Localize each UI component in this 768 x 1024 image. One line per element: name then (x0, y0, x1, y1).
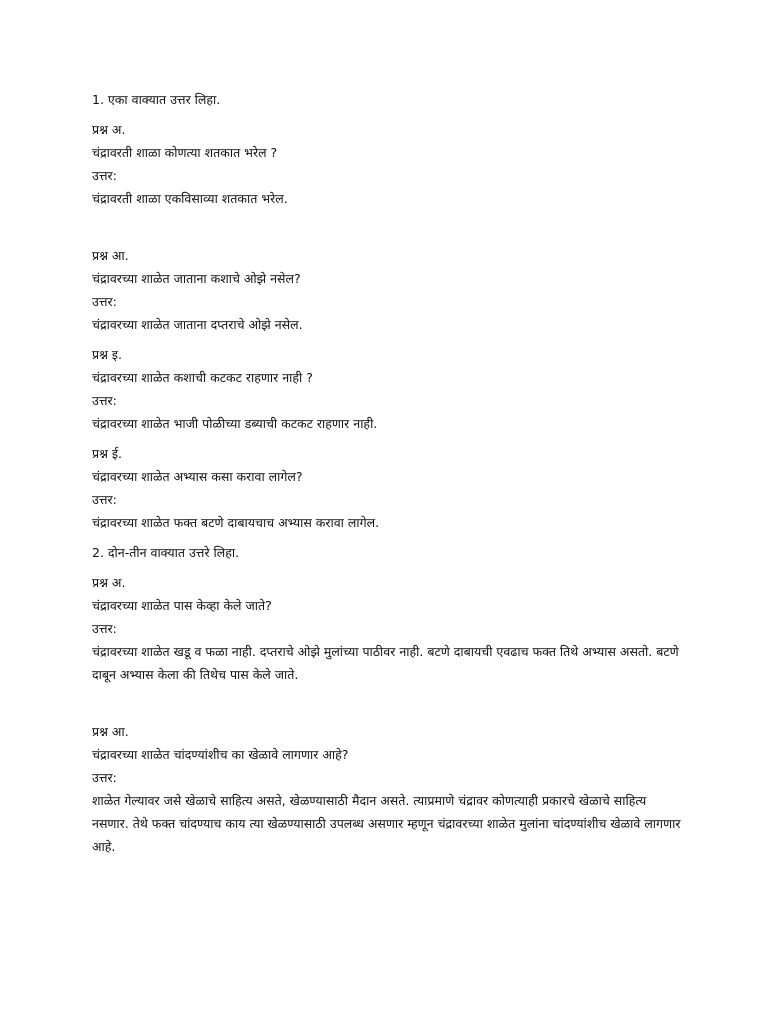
question-block-1aa (92, 244, 692, 336)
answer-label: उत्तर: (92, 770, 117, 785)
question-text: चंद्रावरच्या शाळेत चांदण्यांशीच का खेळावे लागणार आहे? (92, 747, 349, 762)
answer-label: उत्तर: (92, 294, 117, 309)
question-label: प्रश्न आ. (92, 248, 129, 263)
section-2-heading: 2. दोन-तीन वाक्यात उत्तरे लिहा. (92, 545, 240, 560)
question-text: चंद्रावरती शाळा कोणत्या शतकात भरेल ? (92, 145, 278, 160)
answer-text: चंद्रावरती शाळा एकविसाव्या शतकात भरेल. (92, 191, 288, 206)
document-page (92, 88, 692, 858)
question-text: चंद्रावरच्या शाळेत अभ्यास कसा करावा लागेल? (92, 469, 303, 484)
question-label: प्रश्न इ. (92, 347, 123, 362)
answer-text: चंद्रावरच्या शाळेत भाजी पोळीच्या डब्याची कटकट राहणार नाही. (92, 416, 378, 431)
question-block-1i (92, 343, 692, 435)
question-label: प्रश्न ई. (92, 446, 123, 461)
answer-label: उत्तर: (92, 492, 117, 507)
answer-text: चंद्रावरच्या शाळेत जाताना दप्तराचे ओझे नसेल. (92, 317, 303, 332)
answer-text: शाळेत गेल्यावर जसे खेळाचे साहित्य असते, खेळण्यासाठी मैदान असते. त्याप्रमाणे चंद्रावर कोणत्याही प्रकारचे खेळाचे साहित्य नसणार. तेथे फक्त चांदण्याच काय त्या खेळण्यासाठी उपलब्ध असणार म्हणून चंद्रावरच्या शाळेत मुलांना चांदण्यांशीच खेळावे लागणार आहे. (92, 793, 681, 854)
answer-label: उत्तर: (92, 621, 117, 636)
question-text: चंद्रावरच्या शाळेत कशाची कटकट राहणार नाही ? (92, 370, 313, 385)
question-block-1a (92, 118, 692, 210)
answer-text: चंद्रावरच्या शाळेत फक्त बटणे दाबायचाच अभ्यास करावा लागेल. (92, 515, 380, 530)
answer-label: उत्तर: (92, 168, 117, 183)
section-1-heading: 1. एका वाक्यात उत्तर लिहा. (92, 92, 221, 107)
question-block-1ii (92, 442, 692, 534)
question-label: प्रश्न अ. (92, 575, 126, 590)
question-text: चंद्रावरच्या शाळेत जाताना कशाचे ओझे नसेल? (92, 271, 301, 286)
question-text: चंद्रावरच्या शाळेत पास केव्हा केले जाते? (92, 598, 272, 613)
question-label: प्रश्न अ. (92, 122, 126, 137)
answer-label: उत्तर: (92, 393, 117, 408)
question-block-2a (92, 571, 692, 686)
question-block-2aa (92, 720, 692, 858)
answer-text: चंद्रावरच्या शाळेत खडू व फळा नाही. दप्तराचे ओझे मुलांच्या पाठीवर नाही. बटणे दाबायची एवढाच फक्त तिथे अभ्यास असतो. बटणे दाबून अभ्यास केला की तिथेच पास केले जाते. (92, 644, 679, 682)
question-label: प्रश्न आ. (92, 724, 129, 739)
